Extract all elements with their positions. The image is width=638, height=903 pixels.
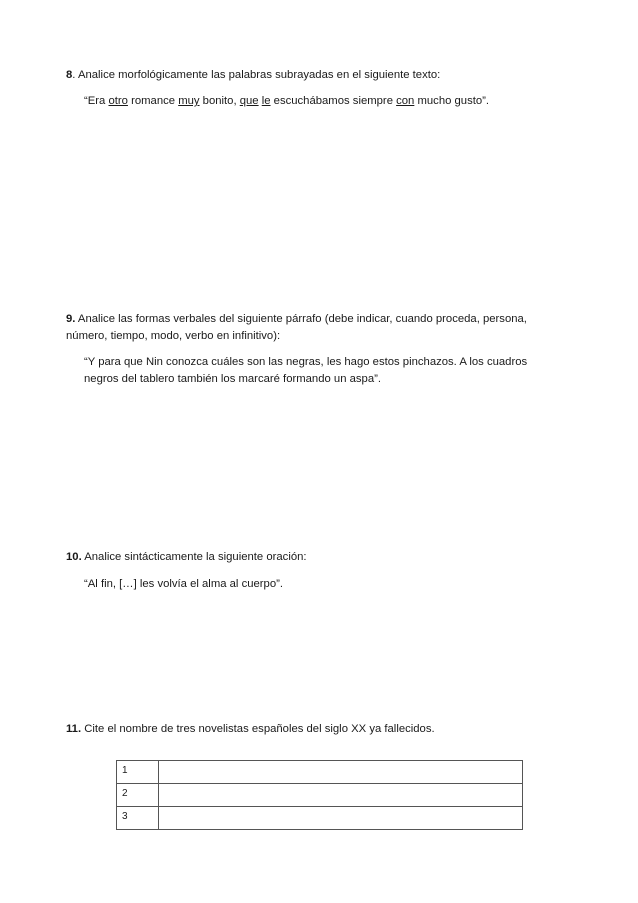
question-8-prompt: . Analice morfológicamente las palabras subrayadas en el siguiente texto: bbox=[72, 69, 441, 81]
answer-cell[interactable] bbox=[159, 807, 523, 830]
question-10-quote: “Al fin, […] les volvía el alma al cuerpo”. bbox=[84, 578, 284, 590]
answer-cell[interactable] bbox=[159, 784, 523, 807]
underlined-word: con bbox=[396, 95, 415, 107]
answer-row-number: 3 bbox=[117, 807, 159, 830]
question-8-quote bbox=[84, 93, 564, 110]
answer-table bbox=[116, 760, 523, 830]
quote-text: romance bbox=[127, 95, 179, 107]
question-11-number: 11. bbox=[66, 723, 82, 735]
question-10 bbox=[66, 549, 566, 566]
answer-row-number: 2 bbox=[117, 784, 159, 807]
underlined-word: que bbox=[239, 95, 259, 107]
question-9 bbox=[66, 311, 566, 345]
quote-text: “Era bbox=[84, 95, 109, 107]
question-9-quote: “Y para que Nin conozca cuáles son las negras, les hago estos pinchazos. A los cuadros negros del tablero también los marcaré formando un aspa”. bbox=[84, 356, 528, 385]
question-11-prompt: Cite el nombre de tres novelistas españoles del siglo XX ya fallecidos. bbox=[81, 723, 435, 735]
question-10-prompt: Analice sintácticamente la siguiente oración: bbox=[81, 551, 307, 563]
answer-row-number: 1 bbox=[117, 761, 159, 784]
quote-text: escuchábamos siempre bbox=[270, 95, 397, 107]
answer-row bbox=[117, 784, 523, 807]
quote-text: bonito, bbox=[199, 95, 240, 107]
question-9-prompt: Analice las formas verbales del siguiente párrafo (debe indicar, cuando proceda, persona, número, tiempo, modo, verbo en infinitivo): bbox=[66, 313, 527, 342]
underlined-word: muy bbox=[178, 95, 200, 107]
question-9-number: 9. bbox=[66, 313, 76, 325]
answer-row bbox=[117, 807, 523, 830]
underlined-word: le bbox=[261, 95, 271, 107]
question-11 bbox=[66, 721, 566, 738]
question-10-number: 10. bbox=[66, 551, 82, 563]
question-8-number: 8 bbox=[66, 69, 73, 81]
underlined-word: otro bbox=[108, 95, 128, 107]
question-8 bbox=[66, 67, 566, 84]
quote-text: mucho gusto”. bbox=[414, 95, 490, 107]
answer-cell[interactable] bbox=[159, 761, 523, 784]
answer-row bbox=[117, 761, 523, 784]
